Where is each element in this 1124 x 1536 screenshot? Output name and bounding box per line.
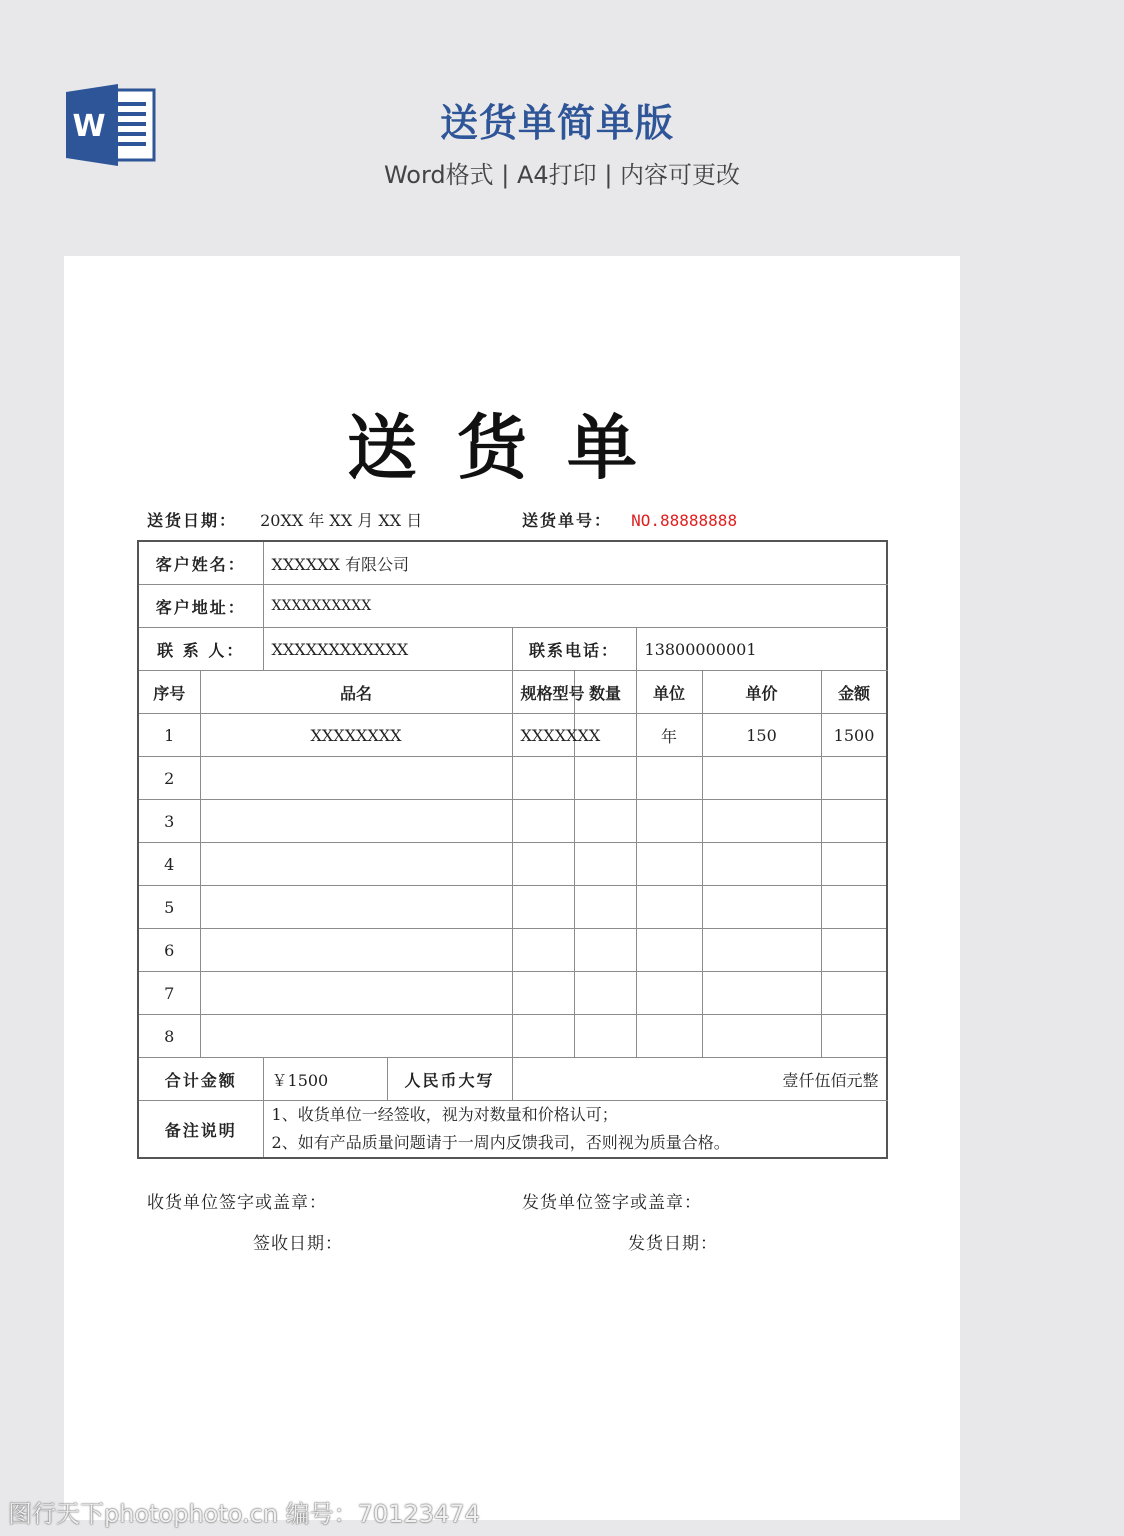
table-cell[interactable]	[702, 757, 821, 800]
sender-signature[interactable]: 发货单位签字或盖章：	[522, 1193, 702, 1213]
table-cell[interactable]: 1500	[821, 714, 887, 757]
receive-date[interactable]: 签收日期：	[253, 1234, 343, 1254]
table-row	[138, 886, 887, 929]
delivery-form-table	[137, 540, 888, 1159]
phone-value[interactable]: 13800000001	[636, 628, 887, 671]
table-cell[interactable]	[574, 843, 636, 886]
table-cell[interactable]	[512, 843, 574, 886]
table-cell[interactable]	[821, 929, 887, 972]
rmb-value[interactable]: 壹仟伍佰元整	[512, 1058, 887, 1101]
document-title: 送货单	[347, 406, 677, 489]
col-header: 数量	[574, 671, 636, 714]
total-value[interactable]: ￥1500	[263, 1058, 387, 1101]
table-cell[interactable]	[512, 929, 574, 972]
table-cell[interactable]	[200, 972, 512, 1015]
table-cell[interactable]	[636, 1015, 702, 1058]
receiver-signature[interactable]: 收货单位签字或盖章：	[147, 1193, 327, 1213]
table-cell[interactable]: 年	[636, 714, 702, 757]
note-line: 1、收货单位一经签收，视为对数量和价格认可；	[271, 1105, 618, 1124]
delivery-date-value[interactable]: 20XX 年 XX 月 XX 日	[260, 511, 423, 530]
notes-content	[263, 1101, 887, 1159]
table-cell[interactable]	[702, 972, 821, 1015]
table-cell[interactable]	[200, 929, 512, 972]
table-cell[interactable]	[574, 1015, 636, 1058]
customer-name-label: 客户姓名：	[138, 541, 263, 585]
notes-row	[138, 1101, 887, 1159]
contact-value[interactable]: XXXXXXXXXXXX	[263, 628, 512, 671]
notes-label: 备注说明	[138, 1101, 263, 1159]
table-cell[interactable]	[821, 800, 887, 843]
customer-name-row	[138, 541, 887, 585]
banner-title: 送货单简单版	[439, 101, 674, 145]
table-cell[interactable]	[636, 929, 702, 972]
table-cell[interactable]	[636, 800, 702, 843]
table-cell[interactable]	[821, 972, 887, 1015]
table-cell[interactable]	[702, 929, 821, 972]
table-cell[interactable]: XXXXXXX	[512, 714, 574, 757]
table-cell[interactable]	[574, 972, 636, 1015]
table-row	[138, 929, 887, 972]
banner	[0, 0, 1024, 230]
table-cell[interactable]	[821, 843, 887, 886]
table-cell[interactable]	[574, 886, 636, 929]
col-header: 金额	[821, 671, 887, 714]
table-row	[138, 800, 887, 843]
table-row	[138, 843, 887, 886]
table-cell[interactable]	[702, 1015, 821, 1058]
customer-address-value[interactable]: XXXXXXXXXX	[263, 585, 887, 628]
table-cell[interactable]	[574, 800, 636, 843]
totals-row	[138, 1058, 887, 1101]
table-cell[interactable]	[636, 843, 702, 886]
col-header: 单位	[636, 671, 702, 714]
phone-label: 联系电话：	[512, 628, 636, 671]
table-cell[interactable]	[821, 757, 887, 800]
row-index: 1	[138, 714, 200, 757]
customer-name-value[interactable]: XXXXXX 有限公司	[263, 541, 887, 585]
customer-address-label: 客户地址：	[138, 585, 263, 628]
table-cell[interactable]: XXXXXXXX	[200, 714, 512, 757]
delivery-date	[147, 508, 422, 531]
table-cell[interactable]	[512, 886, 574, 929]
banner-subtitle: Word格式 | A4打印 | 内容可更改	[383, 161, 741, 189]
table-cell[interactable]	[821, 886, 887, 929]
table-cell[interactable]	[636, 972, 702, 1015]
rmb-label: 人民币大写	[387, 1058, 512, 1101]
contact-row	[138, 628, 887, 671]
order-no-value[interactable]: NO.88888888	[631, 511, 738, 530]
customer-address-row	[138, 585, 887, 628]
table-cell[interactable]	[821, 1015, 887, 1058]
note-line: 2、如有产品质量问题请于一周内反馈我司，否则视为质量合格。	[271, 1133, 730, 1152]
table-cell[interactable]	[200, 800, 512, 843]
send-date[interactable]: 发货日期：	[628, 1234, 718, 1254]
table-cell[interactable]	[512, 972, 574, 1015]
row-index: 7	[138, 972, 200, 1015]
logo-letter: W	[72, 109, 106, 144]
table-row	[138, 972, 887, 1015]
table-cell[interactable]	[702, 800, 821, 843]
table-cell[interactable]	[512, 800, 574, 843]
row-index: 2	[138, 757, 200, 800]
row-index: 8	[138, 1015, 200, 1058]
table-row	[138, 1015, 887, 1058]
table-cell[interactable]	[574, 757, 636, 800]
col-header: 单价	[702, 671, 821, 714]
items-header-row	[138, 671, 887, 714]
col-header: 规格型号	[512, 671, 574, 714]
row-index: 6	[138, 929, 200, 972]
table-cell[interactable]	[200, 886, 512, 929]
order-number	[522, 508, 737, 531]
row-index: 3	[138, 800, 200, 843]
table-cell[interactable]	[636, 757, 702, 800]
row-index: 4	[138, 843, 200, 886]
table-cell[interactable]	[636, 886, 702, 929]
table-cell[interactable]	[200, 1015, 512, 1058]
contact-label: 联 系 人：	[138, 628, 263, 671]
col-header: 序号	[138, 671, 200, 714]
table-cell[interactable]	[200, 757, 512, 800]
total-label: 合计金额	[138, 1058, 263, 1101]
row-index: 5	[138, 886, 200, 929]
table-cell[interactable]	[512, 757, 574, 800]
delivery-date-label: 送货日期：	[147, 511, 238, 530]
table-cell[interactable]	[200, 843, 512, 886]
table-row	[138, 714, 887, 757]
watermark: 图行天下photophoto.cn 编号：70123474	[8, 1500, 480, 1528]
table-cell[interactable]: 150	[702, 714, 821, 757]
table-cell[interactable]	[512, 1015, 574, 1058]
table-cell[interactable]	[702, 843, 821, 886]
item-rows	[138, 714, 887, 1058]
table-cell[interactable]	[702, 886, 821, 929]
col-header: 品名	[200, 671, 512, 714]
table-cell[interactable]	[574, 929, 636, 972]
order-no-label: 送货单号：	[522, 511, 613, 530]
table-row	[138, 757, 887, 800]
